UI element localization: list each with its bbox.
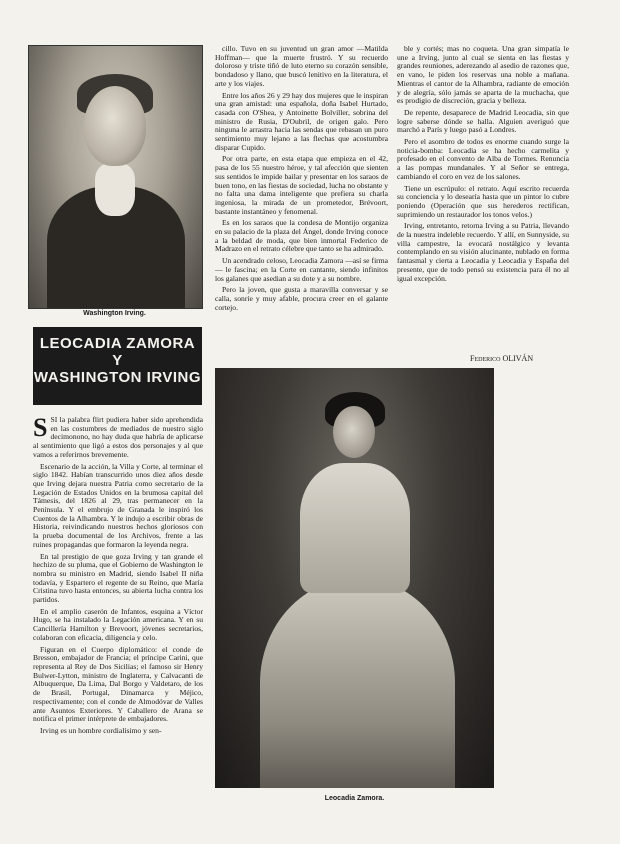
paragraph: En tal prestigio de que goza Irving y tan grande el hechizo de su pluma, que el Gobierno de Washington le nombra su ministro en Madrid, siendo Isabel II niña todavía, y Espartero el regente de su Reino, que María Cristina tuvo hasta entonces, su abierta lucha contra los partidos. [33,551,203,605]
paragraph: Entre los años 26 y 29 hay dos mujeres que le inspiran una gran amistad: una española, doña Isabel Hurtado, casada con O'Shea, y Antoinette Bolviller, sobrina del ministro de Rusia, D'Oubril, de origen galo. Pero ninguna le arrastra hacia las sendas que rebasan un puro sentimiento muy lejano a las flechas que acostumbra disparar Cupido. [215,90,388,152]
washington-irving-portrait [28,45,203,309]
painting-caption: Leocadia Zamora. [324,795,385,802]
headline-line-2: Y [112,352,123,369]
article-headline [33,327,202,405]
paragraph: Un acendrado celoso, Leocadia Zamora —así se firma— le fascina; en la Corte en cantante, siendo infinitos los galanes que asedian a su dote y a su nombre. [215,256,388,283]
article-column-3 [397,45,569,350]
paragraph: Escenario de la acción, la Villa y Corte, al terminar el siglo 1842. Habían transcurrido unos diez años desde que Irving dejara nuestra Patria como secretario de la Legación de Estados Unidos en la brumosa capital del Támesis, del 1826 al 29, tras permanecer en la Península. Y el embrujo de Granada le inspiró los Cuentos de la Alhambra. Y le indujo a escribir obras de Historia, reivindicando nuestros hechos gloriosos con la prueba documental de los Archivos, frente a las ruines propagandas que formaron la leyenda negra. [33,461,203,549]
headline-line-1: LEOCADIA ZAMORA [39,335,196,352]
paragraph: cillo. Tuvo en su juventud un gran amor —Matilda Hoffman— que la muerte frustró. Y su recuerdo doloroso y triste tiñó de luto eterno su corazón sensible, bondadoso y llano, que buscó lenitivo en la literatura, el arte y los viajes. [215,45,388,88]
leocadia-zamora-painting [215,368,494,788]
paragraph: De repente, desaparece de Madrid Leocadia, sin que logre saberse dónde se halla. Alguien averiguó que marchó a París y luego pasó a Londres. [397,107,569,135]
paragraph: Es en los saraos que la condesa de Montijo organiza en su palacio de la plaza del Ángel, donde Irving conoce a la beldad de moda, que bien inmortal Federico de Madrazo en el retrato célebre que tanto se ha admirado. [215,218,388,254]
headline-line-3: WASHINGTON IRVING [33,369,202,386]
paragraph: En el amplio caserón de Infantos, esquina a Víctor Hugo, se ha instalado la Legación americana. Y en su Cancillería Hamilton y Brevoort, jóvenes secretarios, colaboran con eficacia, diligencia y celo. [33,606,203,642]
article-column-1 [33,416,203,838]
paragraph: Tiene un escrúpulo: el retrato. Aquí escrito recuerda su conciencia y lo desearía hasta que un pintor lo cubre poniendo (Operación que sus herederos rectifican, suprimiendo un restaurador los tonos velos.) [397,183,569,219]
article-byline: Federico OLIVÁN [470,354,534,363]
paragraph: ble y cortés; mas no coqueta. Una gran simpatía le une a Irving, junto al cual se sienta en las fiestas y grandes reuniones, aderezando al asedio de razones que, en vano, le piden los reservas una noble a mañana. Mientras el cantor de la Alhambra, radiante de emoción y de alegría, sólo jamás se aparta de la muchacha, que es prodigio de discreción, gracia y belleza. [397,45,569,106]
paragraph: Irving, entretanto, retorna Irving a su Patria, llevando de la nuestra indeleble recuerdo. Y allí, en Sunnyside, su villa campestre, la evocará nostálgico y levanta contemplando en su visión alucinante, nublado en forma fantasmal y cierta a Leocadia y Leocadia y España del presente, que de todo pensó su existencia para él no al igual excepción. [397,221,569,283]
portrait-caption: Washington Irving. [83,310,146,317]
paragraph: SSI la palabra flirt pudiera haber sido aprehendida en las costumbres de mediados de nuestro siglo decimonono, no hay duda que habría de aplicarse al sentimiento que ligó a estos dos personajes y al que vamos a referirnos brevemente. [33,416,203,459]
paragraph: Por otra parte, en esta etapa que empieza en el 42, pasa de los 55 nuestro héroe, y tal afección que sienten sus sentidos le impide bailar y presentar en los saraos de buen tono, en las fiestas de sociedad, lucha no obstante y no falta una dama inteligente que prefiera su charla ingeniosa, la mirada de un prometedor, Brévoort, bastante instantáneo y fenomenal. [215,154,388,216]
paragraph: Pero la joven, que gusta a maravilla conversar y se calla, sonríe y muy afable, procura creer en el galante cortejo. [215,285,388,312]
paragraph: Figuran en el Cuerpo diplomático: el conde de Bresson, embajador de Francia; el príncipe Carini, que representa al Rey de Dos Sicilias; el famoso sir Henry Bulwer-Lytton, ministro de Inglaterra, y Calvacanti de Albuquerque, Da Lima, Dal Borgo y Valdetaro, de los de Brasil, Portugal, Dinamarca y Méjico, respectivamente; con el conde de Almodóvar de Valles ante Asuntos Exteriores. Y Caballero de Arana se notifica el primer intérprete de embajadores. [33,644,203,724]
paragraph: Pero el asombro de todos es enorme cuando surge la noticia-bomba: Leocadia se ha hecho carmelita y profesado en el convento de Alba de Tormes. Renuncia a las pompas mundanales. Y al Señor se entrega, cambiando el coro en vez de los salones. [397,137,569,181]
paragraph: Irving es un hombre cordialísimo y sen- [40,725,162,735]
article-column-2 [215,45,388,363]
